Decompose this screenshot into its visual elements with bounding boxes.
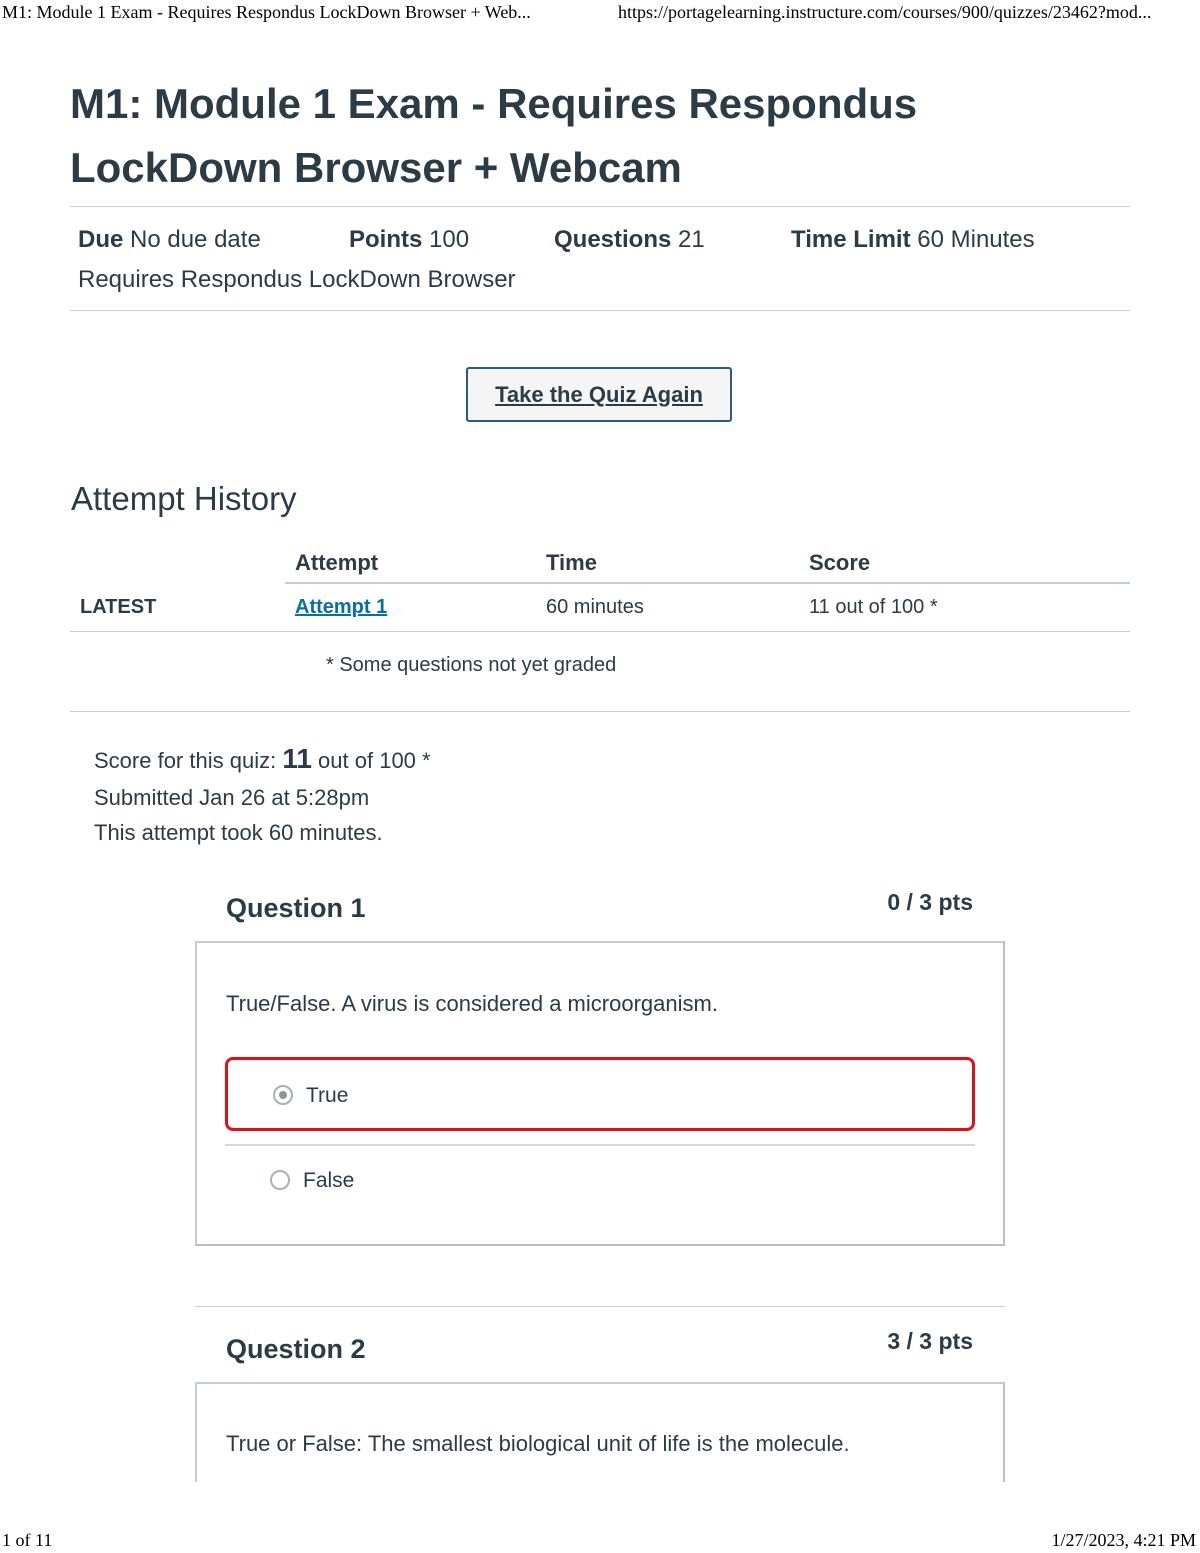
answer-true-label: True [306,1084,349,1107]
column-header-score: Score [809,550,871,575]
answer-false-radio[interactable] [270,1170,290,1190]
page-title-line2: LockDown Browser + Webcam [70,144,682,191]
print-header-title: M1: Module 1 Exam - Requires Respondus LockDown Browser + Web... [2,2,531,22]
divider [70,631,1130,632]
print-footer [0,1530,1200,1552]
submitted-time: Submitted Jan 26 at 5:28pm [94,785,370,810]
question-2-points: 3 / 3 pts [887,1328,973,1354]
print-header [0,0,1200,26]
points-value: 100 [429,226,470,253]
questions-value: 21 [678,226,705,253]
questions-info [554,226,705,254]
question-1-points: 0 / 3 pts [887,889,973,915]
not-graded-footnote: * Some questions not yet graded [326,654,617,676]
attempt-1-link[interactable]: Attempt 1 [295,596,388,618]
divider [195,1306,1005,1307]
question-1-title: Question 1 [226,893,366,923]
print-timestamp: 1/27/2023, 4:21 PM [1051,1530,1196,1550]
column-header-time: Time [546,550,597,575]
answer-false-label: False [303,1169,355,1192]
time-limit-info [791,226,1035,254]
answer-true-radio[interactable] [273,1085,293,1105]
score-value: 11 [282,743,312,774]
latest-tag: LATEST [80,596,157,618]
table-header-rule [285,582,1130,584]
score-prefix: Score for this quiz: [94,748,277,773]
points-label: Points [349,226,423,253]
column-header-attempt: Attempt [295,550,379,575]
attempt-score: 11 out of 100 * [809,596,938,618]
divider [70,310,1130,311]
page-title [70,72,1130,200]
question-2-title: Question 2 [226,1334,366,1364]
questions-label: Questions [554,226,672,253]
time-limit-value: 60 Minutes [917,226,1035,253]
question-1-text: True/False. A virus is considered a microorganism. [226,991,718,1016]
take-quiz-again-button[interactable]: Take the Quiz Again [466,367,732,422]
score-suffix: out of 100 * [318,748,431,773]
attempt-history-title: Attempt History [71,480,297,517]
print-header-url: https://portagelearning.instructure.com/courses/900/quizzes/23462?mod... [618,2,1152,22]
quiz-score [94,743,431,775]
time-limit-label: Time Limit [791,226,911,253]
points-info [349,226,469,254]
divider [70,711,1130,712]
answer-separator [225,1144,975,1146]
due-label: Due [78,226,124,253]
attempt-time: 60 minutes [546,596,644,618]
due-info [78,226,261,254]
page-title-line1: M1: Module 1 Exam - Requires Respondus [70,80,918,127]
lockdown-requirement: Requires Respondus LockDown Browser [78,266,516,293]
attempt-duration: This attempt took 60 minutes. [94,820,383,845]
question-2-text: True or False: The smallest biological unit of life is the molecule. [226,1431,850,1456]
divider [70,206,1130,207]
page-number: 1 of 11 [2,1530,53,1550]
due-value: No due date [130,226,261,253]
